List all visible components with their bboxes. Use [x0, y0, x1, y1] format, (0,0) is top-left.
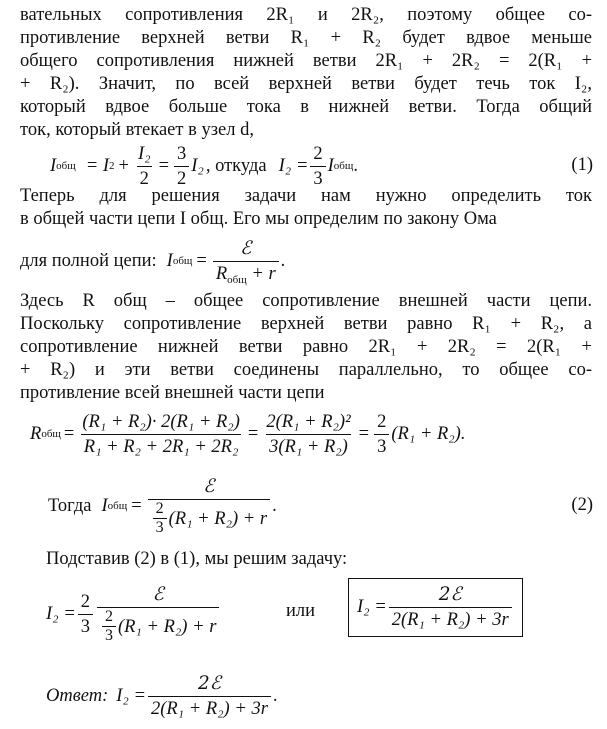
fraction-denominator: R₁ + R₂ + 2R₁ + 2R₂	[81, 434, 242, 459]
eq-operator: =	[247, 423, 259, 444]
eq-symbol: I	[50, 155, 57, 176]
text-line: + R₂). Значит, по всей верхней ветви будет течь ток I₂,	[20, 74, 592, 94]
text-line: сопротивление нижней ветви равно 2R₁ + 2R₂ = 2(R₁ +	[20, 337, 592, 357]
eq-operator: =	[196, 250, 207, 271]
answer-label: Ответ:	[46, 685, 109, 706]
fraction-numerator: 2ℰ	[197, 672, 221, 694]
text-line: который вдвое больше тока в нижней ветви. Тогда общий	[20, 97, 592, 117]
paragraph-2	[20, 185, 592, 231]
fraction	[310, 142, 325, 191]
eq-symbol: I₂ =	[278, 155, 309, 176]
fraction-denominator: 3	[310, 166, 325, 191]
eq-operator: =	[358, 423, 370, 444]
fraction-numerator: 2ℰ	[438, 584, 462, 605]
fraction	[389, 583, 512, 632]
eq-symbol: + r	[251, 263, 276, 284]
eq-text: Тогда	[48, 495, 92, 516]
equation-1: I общ = I 2 + $\frac{\text{I₂}}{2}$ = $\frac{3}{2}$ I₂ , откуда I₂ = $\frac{2}{3}$ I общ . (1)	[50, 143, 593, 189]
eq-subscript: общ	[227, 273, 247, 286]
eq-operator: +	[118, 155, 129, 176]
text-line: вательных сопротивления 2R₁ и 2R₂, поэтому общее со-	[20, 5, 592, 25]
eq-operator: =	[63, 423, 75, 444]
equation-r-total: R общ = $\frac{\text{(R₁ + R₂)· 2(R₁ + R₂)}}{\text{R₁ + R₂ + 2R₁ + 2R₂}}$ = $\frac{\text{2(R₁ + R₂)²}}{\text{3(R₁ + R₂)}}$ = $\frac{2}{3}$ (R₁ + R₂).	[30, 411, 466, 457]
equation-number: (1)	[571, 155, 593, 175]
eq-symbol: I	[166, 250, 173, 271]
paragraph-3	[20, 290, 592, 405]
fraction-denominator: 2(R₁ + R₂) + 3r	[148, 696, 271, 721]
eq-text: .	[280, 250, 286, 271]
equation-ohm: для полной цепи: I общ = $\frac{\text{ℰ}}{R_{общ} + r}$ .	[20, 237, 286, 286]
eq-operator: =	[131, 495, 142, 516]
eq-symbol: I₂ =	[46, 603, 76, 624]
equation-2: Тогда I общ = ℰ $\frac{2}{3}$ (R₁ + R₂) + r . (2)	[48, 476, 593, 536]
fraction	[213, 237, 279, 286]
eq-text: .	[353, 155, 358, 176]
fraction-numerator: ℰ	[203, 476, 215, 497]
paragraph-1	[20, 4, 592, 142]
text-line: противление верхней ветви R₁ + R₂ будет вдвое меньше	[20, 28, 592, 48]
eq-symbol: I	[101, 495, 108, 516]
fraction-numerator: 2	[80, 591, 90, 612]
paragraph-4	[46, 548, 586, 571]
fraction-denominator	[97, 607, 219, 645]
fraction	[78, 590, 93, 639]
fraction	[263, 410, 353, 459]
fraction-denominator	[213, 261, 279, 286]
eq-symbol: I₂ =	[116, 685, 146, 706]
answer-line	[0, 668, 607, 724]
fraction	[374, 410, 389, 459]
text-line: противление всей внешней части цепи	[20, 383, 325, 403]
fraction	[174, 142, 189, 191]
fraction-denominator: 2	[174, 166, 189, 191]
eq-symbol: R	[215, 263, 228, 284]
fraction-denominator: 3	[78, 614, 93, 639]
fraction-denominator	[148, 499, 270, 537]
fraction-numerator: I₂	[137, 143, 151, 164]
fraction-numerator: ℰ	[240, 237, 252, 259]
fraction	[148, 672, 271, 721]
eq-symbol: I	[327, 155, 334, 176]
text-line: Поскольку сопротивление верхней ветви равно R₁ + R₂, а	[20, 314, 592, 334]
fraction-denominator: 2	[137, 166, 152, 191]
fraction-numerator: 2	[313, 143, 323, 164]
fraction	[97, 583, 219, 645]
fraction-numerator: 2(R₁ + R₂)²	[266, 411, 351, 432]
fraction	[102, 608, 116, 645]
text-line: Теперь для решения задачи нам нужно определить ток	[20, 186, 592, 206]
equation-final	[0, 572, 607, 656]
eq-text: .	[272, 495, 277, 516]
text-line: Подставив (2) в (1), мы решим задачу:	[46, 549, 348, 569]
eq-symbol: (R₁ + R₂) + r	[168, 508, 268, 529]
fraction-denominator: 3	[153, 518, 167, 537]
eq-symbol: (R₁ + R₂) + r	[117, 616, 217, 637]
eq-text: или	[286, 601, 316, 621]
boxed-answer	[348, 578, 523, 637]
eq-symbol: I₂	[191, 155, 204, 176]
text-line: общего сопротивления нижней ветви 2R₁ + 2R₂ = 2(R₁ +	[20, 51, 592, 71]
fraction	[153, 500, 167, 537]
fraction-denominator: 3(R₁ + R₂)	[266, 434, 351, 459]
fraction-denominator: 3	[102, 626, 116, 645]
text-line: Здесь R общ – общее сопротивление внешней части цепи.	[20, 291, 592, 311]
fraction-numerator: (R₁ + R₂)· 2(R₁ + R₂)	[82, 411, 240, 432]
fraction-numerator: 2	[104, 608, 113, 625]
fraction-numerator: 2	[377, 411, 387, 432]
eq-text: , откуда	[205, 155, 267, 176]
fraction-denominator: 3	[374, 434, 389, 459]
fraction-numerator: 2	[155, 500, 164, 517]
fraction-denominator: 2(R₁ + R₂) + 3r	[389, 607, 512, 632]
eq-symbol: (R₁ + R₂).	[391, 423, 466, 444]
eq-text: для полной цепи:	[20, 250, 157, 271]
equation-number: (2)	[571, 495, 593, 515]
fraction-numerator: ℰ	[152, 584, 164, 605]
eq-operator: =	[158, 155, 169, 176]
eq-symbol: = I	[85, 155, 110, 176]
fraction	[79, 410, 243, 459]
text-line: + R₂) и эти ветви соединены параллельно, то общее со-	[20, 360, 592, 380]
eq-symbol: R	[30, 423, 42, 444]
eq-text: .	[272, 685, 278, 706]
fraction	[148, 475, 270, 537]
eq-symbol: I₂ =	[357, 597, 387, 617]
fraction-numerator: 3	[177, 143, 187, 164]
text-line: в общей части цепи I общ. Его мы определим по закону Ома	[20, 209, 497, 229]
fraction	[135, 142, 154, 191]
text-line: ток, который втекает в узел d,	[20, 120, 254, 140]
